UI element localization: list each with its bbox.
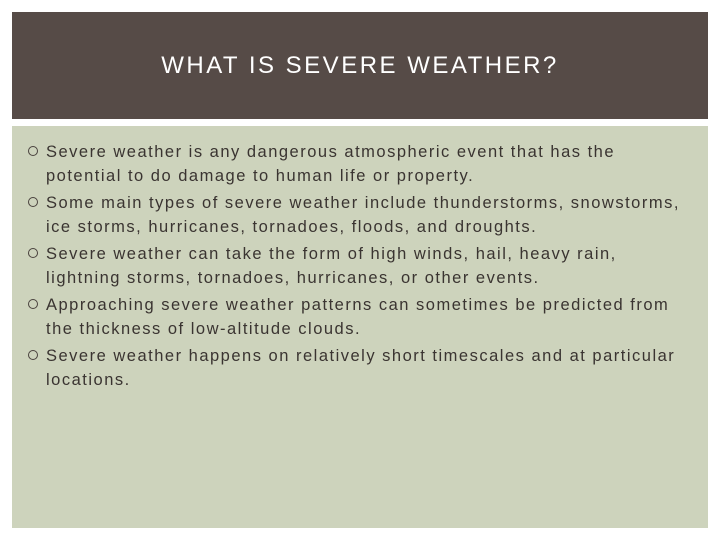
hollow-circle-icon (28, 350, 38, 360)
slide-title: WHAT IS SEVERE WEATHER? (161, 51, 559, 79)
bullet-text: Severe weather is any dangerous atmospheric event that has the potential to do damage to human life or property. (46, 143, 616, 185)
bullet-list (12, 126, 708, 392)
bullet-text: Approaching severe weather patterns can sometimes be predicted from the thickness of low-altitude clouds. (46, 296, 670, 338)
bullet-text: Severe weather happens on relatively short timescales and at particular locations. (46, 347, 676, 389)
bullet-item (46, 344, 694, 392)
bullet-text: Severe weather can take the form of high winds, hail, heavy rain, lightning storms, tornadoes, hurricanes, or other events. (46, 245, 617, 287)
bullet-item (46, 140, 694, 188)
bullet-item (46, 293, 694, 341)
title-bar (12, 12, 708, 119)
bullet-item (46, 242, 694, 290)
hollow-circle-icon (28, 197, 38, 207)
bullet-item (46, 191, 694, 239)
hollow-circle-icon (28, 146, 38, 156)
hollow-circle-icon (28, 248, 38, 258)
hollow-circle-icon (28, 299, 38, 309)
bullet-text: Some main types of severe weather include thunderstorms, snowstorms, ice storms, hurricanes, tornadoes, floods, and droughts. (46, 194, 680, 236)
content-panel (12, 126, 708, 528)
